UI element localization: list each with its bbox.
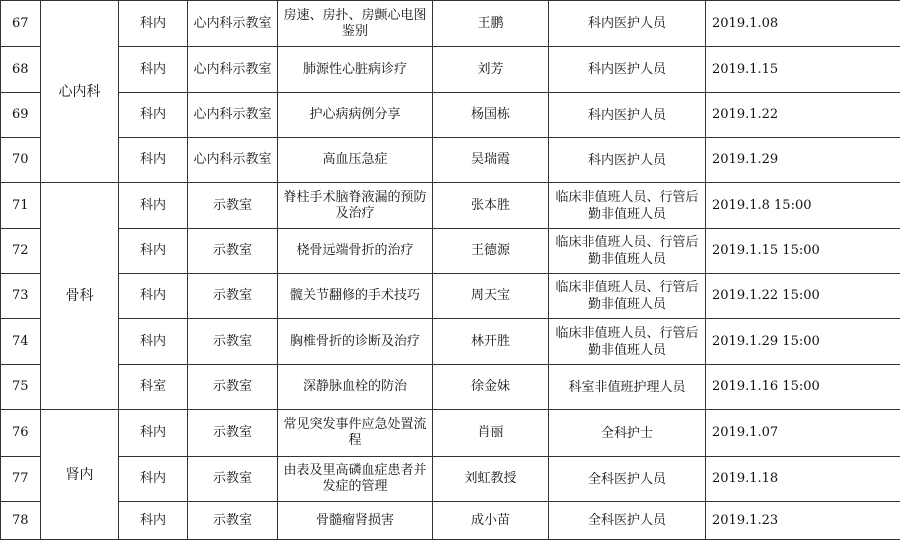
location-cell: 心内科示教室	[188, 1, 278, 47]
date-cell: 2019.1.15	[706, 47, 900, 93]
audience-cell: 全科医护人员	[549, 457, 706, 502]
location-cell: 示教室	[188, 183, 278, 229]
topic-cell: 护心病病例分享	[278, 93, 433, 138]
date-cell: 2019.1.16 15:00	[706, 365, 900, 410]
date-cell: 2019.1.15 15:00	[706, 229, 900, 274]
date-cell: 2019.1.8 15:00	[706, 183, 900, 229]
row-number: 77	[1, 457, 41, 502]
organizer-cell: 科内	[119, 229, 188, 274]
location-cell: 示教室	[188, 410, 278, 457]
audience-cell: 全科医护人员	[549, 502, 706, 540]
organizer-cell: 科内	[119, 47, 188, 93]
location-cell: 心内科示教室	[188, 138, 278, 183]
speaker-cell: 刘虹教授	[433, 457, 549, 502]
location-cell: 示教室	[188, 319, 278, 365]
audience-cell: 临床非值班人员、行管后勤非值班人员	[549, 319, 706, 365]
topic-cell: 胸椎骨折的诊断及治疗	[278, 319, 433, 365]
audience-cell: 科内医护人员	[549, 1, 706, 47]
speaker-cell: 刘芳	[433, 47, 549, 93]
topic-cell: 脊柱手术脑脊液漏的预防及治疗	[278, 183, 433, 229]
audience-cell: 科内医护人员	[549, 47, 706, 93]
date-cell: 2019.1.29	[706, 138, 900, 183]
organizer-cell: 科内	[119, 183, 188, 229]
audience-cell: 临床非值班人员、行管后勤非值班人员	[549, 183, 706, 229]
department-cell: 骨科	[41, 183, 119, 410]
topic-cell: 房速、房扑、房颤心电图鉴别	[278, 1, 433, 47]
location-cell: 示教室	[188, 502, 278, 540]
topic-cell: 髋关节翻修的手术技巧	[278, 274, 433, 319]
organizer-cell: 科内	[119, 93, 188, 138]
speaker-cell: 吴瑞霞	[433, 138, 549, 183]
table-row	[1, 319, 900, 365]
audience-cell: 全科护士	[549, 410, 706, 457]
date-cell: 2019.1.08	[706, 1, 900, 47]
date-cell: 2019.1.22	[706, 93, 900, 138]
organizer-cell: 科内	[119, 1, 188, 47]
row-number: 74	[1, 319, 41, 365]
topic-cell: 高血压急症	[278, 138, 433, 183]
speaker-cell: 张本胜	[433, 183, 549, 229]
table-row	[1, 410, 900, 457]
audience-cell: 科内医护人员	[549, 138, 706, 183]
location-cell: 心内科示教室	[188, 47, 278, 93]
organizer-cell: 科内	[119, 138, 188, 183]
speaker-cell: 徐金妹	[433, 365, 549, 410]
topic-cell: 由表及里高磷血症患者并发症的管理	[278, 457, 433, 502]
date-cell: 2019.1.18	[706, 457, 900, 502]
speaker-cell: 周天宝	[433, 274, 549, 319]
row-number: 73	[1, 274, 41, 319]
row-number: 70	[1, 138, 41, 183]
table-row	[1, 229, 900, 274]
table-row	[1, 183, 900, 229]
date-cell: 2019.1.23	[706, 502, 900, 540]
audience-cell: 科内医护人员	[549, 93, 706, 138]
organizer-cell: 科内	[119, 502, 188, 540]
location-cell: 示教室	[188, 457, 278, 502]
speaker-cell: 林开胜	[433, 319, 549, 365]
organizer-cell: 科内	[119, 274, 188, 319]
department-cell: 肾内	[41, 410, 119, 540]
department-cell: 心内科	[41, 1, 119, 183]
table-row	[1, 502, 900, 540]
table-row	[1, 47, 900, 93]
speaker-cell: 成小苗	[433, 502, 549, 540]
organizer-cell: 科内	[119, 319, 188, 365]
row-number: 71	[1, 183, 41, 229]
speaker-cell: 王德源	[433, 229, 549, 274]
speaker-cell: 王鹏	[433, 1, 549, 47]
location-cell: 心内科示教室	[188, 93, 278, 138]
row-number: 72	[1, 229, 41, 274]
table-row	[1, 274, 900, 319]
organizer-cell: 科室	[119, 365, 188, 410]
topic-cell: 深静脉血栓的防治	[278, 365, 433, 410]
row-number: 68	[1, 47, 41, 93]
table-row	[1, 457, 900, 502]
date-cell: 2019.1.07	[706, 410, 900, 457]
speaker-cell: 杨国栋	[433, 93, 549, 138]
topic-cell: 桡骨远端骨折的治疗	[278, 229, 433, 274]
audience-cell: 科室非值班护理人员	[549, 365, 706, 410]
row-number: 69	[1, 93, 41, 138]
topic-cell: 骨髓瘤肾损害	[278, 502, 433, 540]
row-number: 75	[1, 365, 41, 410]
row-number: 76	[1, 410, 41, 457]
audience-cell: 临床非值班人员、行管后勤非值班人员	[549, 229, 706, 274]
location-cell: 示教室	[188, 274, 278, 319]
table-row	[1, 138, 900, 183]
topic-cell: 常见突发事件应急处置流程	[278, 410, 433, 457]
date-cell: 2019.1.22 15:00	[706, 274, 900, 319]
table-row	[1, 365, 900, 410]
location-cell: 示教室	[188, 229, 278, 274]
location-cell: 示教室	[188, 365, 278, 410]
audience-cell: 临床非值班人员、行管后勤非值班人员	[549, 274, 706, 319]
row-number: 67	[1, 1, 41, 47]
speaker-cell: 肖丽	[433, 410, 549, 457]
table-row	[1, 93, 900, 138]
organizer-cell: 科内	[119, 457, 188, 502]
organizer-cell: 科内	[119, 410, 188, 457]
topic-cell: 肺源性心脏病诊疗	[278, 47, 433, 93]
row-number: 78	[1, 502, 41, 540]
date-cell: 2019.1.29 15:00	[706, 319, 900, 365]
table-row	[1, 1, 900, 47]
